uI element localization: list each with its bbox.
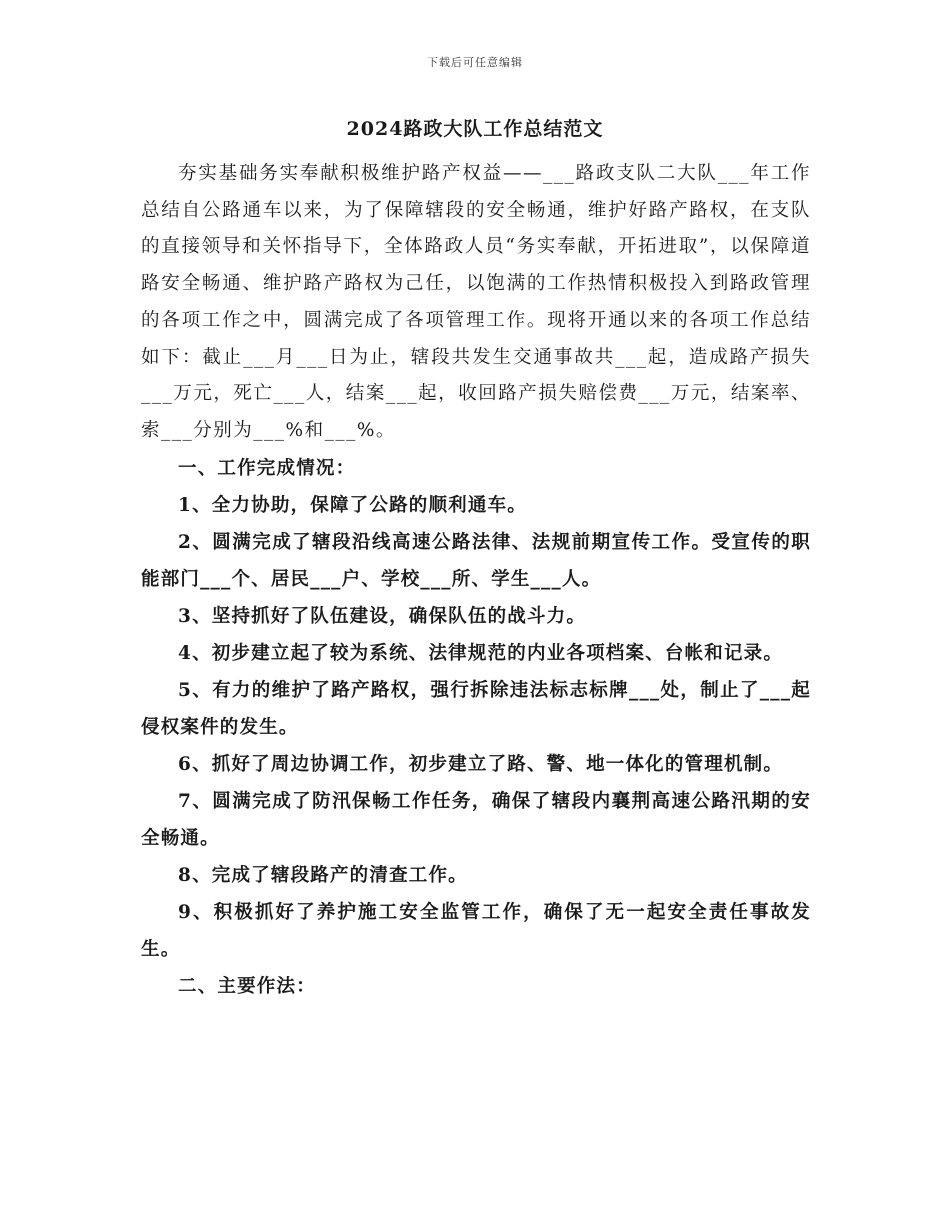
list-item: 6、抓好了周边协调工作，初步建立了路、警、地一体化的管理机制。 [178,753,784,775]
list-item: 5、有力的维护了路产路权，强行拆除违法标志标牌___处，制止了___起侵权案件的发生。 [141,679,811,738]
list-item: 7、圆满完成了防汛保畅工作任务，确保了辖段内襄荆高速公路汛期的安全畅通。 [141,790,811,849]
section-heading-2: 二、主要作法： [178,975,316,997]
intro-paragraph: 夯实基础务实奉献积极维护路产权益——___路政支队二大队___年工作总结自公路通车以来，为了保障辖段的安全畅通，维护好路产路权，在支队的直接领导和关怀指导下，全体路政人员“务实奉献，开拓进取”，以保障道路安全畅通、维护路产路权为己任，以饱满的工作热情积极投入到路政管理的各项工作之中，圆满完成了各项管理工作。现将开通以来的各项工作总结如下：截止___月___日为止，辖段共发生交通事故共___起，造成路产损失___万元，死亡___人，结案___起，收回路产损失赔偿费___万元，结案率、索___分别为___%和___%。 [141,163,811,441]
document-body [141,156,811,1005]
list-item: 1、全力协助，保障了公路的顺利通车。 [178,494,527,516]
list-item: 2、圆满完成了辖段沿线高速公路法律、法规前期宣传工作。受宣传的职能部门___个、居民___户、学校___所、学生___人。 [141,531,811,590]
list-item: 8、完成了辖段路产的清查工作。 [178,864,468,886]
document-title: 2024路政大队工作总结范文 [346,118,604,140]
list-item: 9、积极抓好了养护施工安全监管工作，确保了无一起安全责任事故发生。 [141,901,811,960]
list-item: 4、初步建立起了较为系统、法律规范的内业各项档案、台帐和记录。 [178,642,784,664]
header-note: 下载后可任意编辑 [427,56,523,69]
section-heading-1: 一、工作完成情况： [178,457,356,479]
list-item: 3、坚持抓好了队伍建设，确保队伍的战斗力。 [178,605,587,627]
